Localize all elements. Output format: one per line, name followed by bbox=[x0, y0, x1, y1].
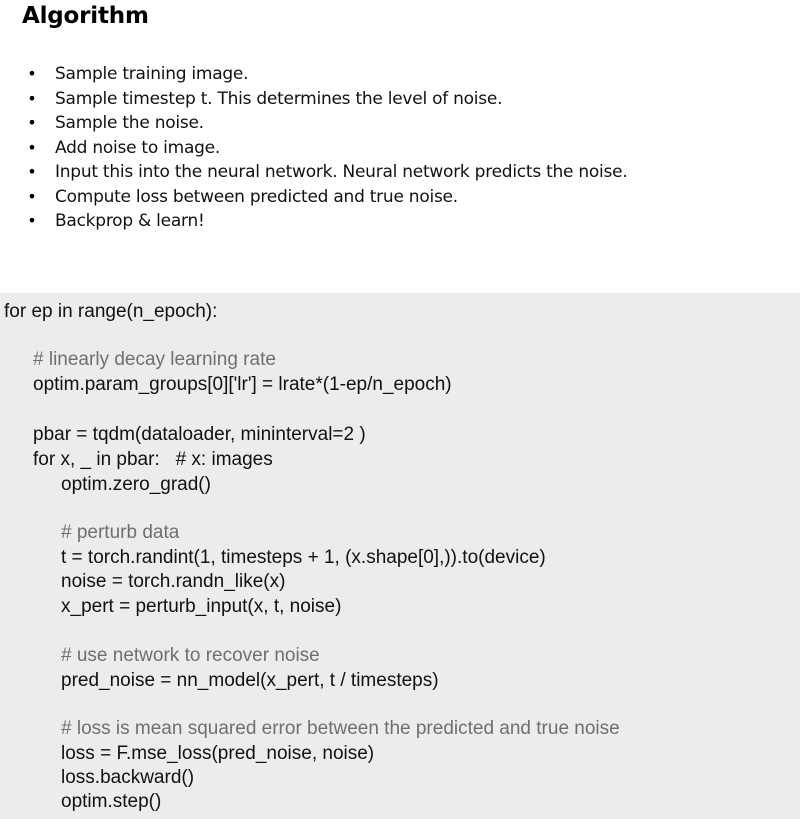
code-line-for-batch: for x, _ in pbar: # x: images bbox=[33, 449, 273, 470]
code-comment-perturb: # perturb data bbox=[61, 522, 180, 543]
bullet-icon: • bbox=[27, 64, 37, 83]
code-comment-decay: # linearly decay learning rate bbox=[33, 349, 276, 370]
bullet-icon: • bbox=[27, 211, 37, 230]
code-line-pbar: pbar = tqdm(dataloader, mininterval=2 ) bbox=[33, 424, 366, 445]
bullet-icon: • bbox=[27, 186, 37, 206]
code-line-set-lr: optim.param_groups[0]['lr'] = lrate*(1-ep/n_epoch) bbox=[33, 374, 452, 395]
code-comment-recover: # use network to recover noise bbox=[61, 645, 320, 666]
code-line-predict: pred_noise = nn_model(x_pert, t / timesteps) bbox=[61, 670, 439, 691]
code-comment-loss: # loss is mean squared error between the predicted and true noise bbox=[61, 718, 620, 739]
step-text: Sample training image. bbox=[55, 64, 249, 84]
step-text: Sample timestep t. This determines the level of noise. bbox=[55, 88, 503, 109]
code-line-sample-t: t = torch.randint(1, timesteps + 1, (x.shape[0],)).to(device) bbox=[61, 547, 546, 568]
code-line-for-epoch: for ep in range(n_epoch): bbox=[4, 301, 218, 322]
code-line-loss: loss = F.mse_loss(pred_noise, noise) bbox=[61, 743, 375, 764]
code-line-backward: loss.backward() bbox=[61, 767, 195, 788]
bullet-icon: • bbox=[27, 162, 37, 181]
code-line-step: optim.step() bbox=[61, 791, 162, 812]
step-text: Compute loss between predicted and true noise. bbox=[55, 186, 458, 207]
algorithm-section bbox=[0, 0, 800, 293]
step-text: Input this into the neural network. Neural network predicts the noise. bbox=[55, 162, 628, 182]
step-text: Sample the noise. bbox=[55, 113, 204, 133]
step-text: Backprop & learn! bbox=[55, 211, 205, 231]
code-line-perturb: x_pert = perturb_input(x, t, noise) bbox=[61, 596, 342, 617]
step-text: Add noise to image. bbox=[55, 137, 221, 158]
bullet-icon: • bbox=[27, 88, 37, 108]
bullet-icon: • bbox=[27, 137, 37, 157]
algorithm-heading: Algorithm bbox=[22, 3, 149, 29]
bullet-icon: • bbox=[27, 113, 37, 132]
code-block bbox=[0, 293, 800, 819]
code-line-zero-grad: optim.zero_grad() bbox=[61, 474, 211, 495]
code-line-sample-noise: noise = torch.randn_like(x) bbox=[61, 571, 286, 592]
